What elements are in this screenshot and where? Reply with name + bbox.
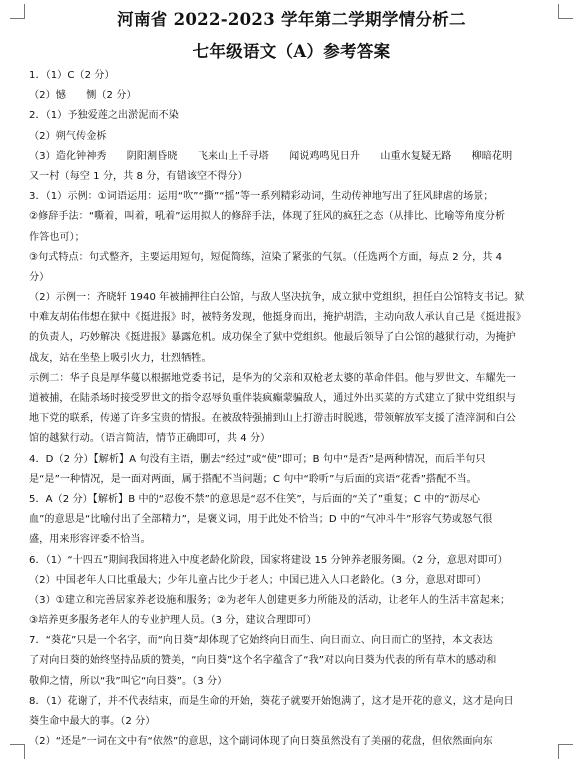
answer-line: （3）造化钟神秀 阴阳割昏晓 飞来山上千寻塔 闻说鸡鸣见日升 山重水复疑无路 柳暗花明: [29, 150, 513, 162]
answer-line: 战友，站在坐垫上吸引火力，壮烈牺牲。: [29, 352, 212, 364]
answer-line: 葵生命中最大的事。（2 分）: [29, 716, 156, 727]
answer-line: 中难友胡佑伟想在狱中《挺进报》时，被特务发现，他挺身而出，掩护胡浩，主动向敌人承认自己是《挺进报》: [29, 312, 527, 324]
answer-line: 盛，用来形容评委不恰当。: [29, 534, 151, 546]
crop-mark-bottom-left: [10, 744, 25, 759]
answer-line: 作答也可）；: [29, 231, 85, 243]
answer-line: 了对向日葵的始终坚持品质的赞美，“向日葵”这个名字蕴含了“我”对以向日葵为代表的所有草木的感动和: [29, 655, 497, 667]
answer-line: 道被捕，在陆杀场时接受罗世文的指令忍辱负重伴装疯癫蒙骗敌人，通过外出买菜的方式建立了狱中党组织与: [29, 393, 516, 404]
answer-line: 示例二：华子良是厚华蔓以根据地党委书记，是华为的父亲和双枪老太婆的革命伴侣。他与罗世文、车耀先一: [29, 372, 516, 384]
answer-line: 7．“葵花”只是一个名字，而“向日葵”却体现了它始终向日而生、向日而立、向日而亡的坚持，本文表达: [29, 635, 493, 647]
answer-line: 6．（1）“十四五”期间我国将进入中度老龄化阶段，国家将建设 15 分钟养老服务圈。（2 分，意思对即可）: [29, 554, 508, 566]
answer-line: 又一村（每空 1 分，共 8 分，有错该空不得分）: [29, 170, 248, 182]
document-subtitle: 七年级语文（A）参考答案: [192, 42, 391, 61]
answer-line: （2）示例一：齐晓轩 1940 年被捕押往白公馆，与敌人坚决抗争，成立狱中党组织，担任白公馆特支书记。狱: [29, 292, 525, 304]
answer-body: [29, 66, 555, 752]
answer-line: （2）朔气传金柝: [29, 130, 107, 142]
answer-line: 3．（1）示例：①词语运用：运用“吹”“撕”“摇”等一系列精彩动词，生动传神地写出了狂风肆虐的场景；: [29, 191, 494, 203]
answer-line: （2）憾 恻（2 分）: [29, 90, 137, 102]
answer-line: （3）①建立和完善居家养老设施和服务；②为老年人创建更多力所能及的活动，让老年人的生活丰富起来；: [29, 594, 511, 606]
answer-line: （2）中国老年人口比重最大；少年儿童占比少于老人；中国已进入人口老龄化。（3 分，意思对即可）: [29, 574, 487, 586]
answer-line: 的负责人，巧妙解决《挺进报》暴露危机。成功保全了狱中党组织。他最后领导了白公馆的越狱行动，为掩护: [29, 332, 516, 344]
answer-line: ③句式特点：句式整齐，主要运用短句，短促简练，渲染了紧张的气氛。（任选两个方面，每点 2 分，共 4: [29, 251, 503, 263]
answer-line: 敬仰之情，所以“我”叫它“向日葵”。（3 分）: [29, 675, 228, 687]
answer-line: 5．A（2 分）【解析】B 中的“忍俊不禁”的意思是“忍不住笑”，与后面的“关了”重复；C 中的“沥尽心: [29, 493, 480, 505]
answer-line: 2．（1）予独爱莲之出淤泥而不染: [29, 110, 179, 122]
answer-line: 分）: [29, 271, 50, 283]
answer-line: 馆的越狱行动。（语言简洁，情节正确即可，共 4 分）: [29, 433, 271, 445]
document-title: 河南省 2022-2023 学年第二学期学情分析二: [117, 10, 466, 29]
answer-line: 地下党的联系，传递了许多宝贵的情报。在被敌特强捕到山上打游击时脱逃，带领解放军支援了渣滓洞和白公: [29, 413, 516, 425]
answer-line: 1．（1）C（2 分）: [29, 70, 115, 81]
answer-line: ③培养更多服务老年人的专业护理人员。（3 分，建议合理即可）: [29, 615, 317, 627]
answer-line: ②修辞手法：“嘶着，叫着，吼着”运用拟人的修辞手法，体现了狂风的疯狂之态（从排比、比喻等角度分析: [29, 211, 506, 223]
crop-mark-bottom-right: [558, 744, 573, 759]
answer-line: 8．（1）花谢了，并不代表结束，而是生命的开始，葵花子就要开始饱满了，这才是开花的意义，这才是向日: [29, 695, 514, 707]
answer-line: （2）“还是”一词在文中有“依然”的意思，这个副词体现了向日葵虽然没有了美丽的花盘，但依然面向东: [29, 736, 493, 748]
answer-line: 血”的意思是“比喻付出了全部精力”，是褒义词，用于此处不恰当；D 中的“气冲斗牛”形容气势或怒气很: [29, 514, 493, 526]
answer-line: 是“是”一种情况，是一面对两面，属于搭配不当问题；C 句中“聆听”与后面的宾语“花香”搭配不当。: [29, 473, 477, 485]
answer-line: 4．D（2 分）【解析】A 句没有主语，删去“经过”或“使”即可；B 句中“是否”是两种情况，而后半句只: [29, 453, 486, 465]
